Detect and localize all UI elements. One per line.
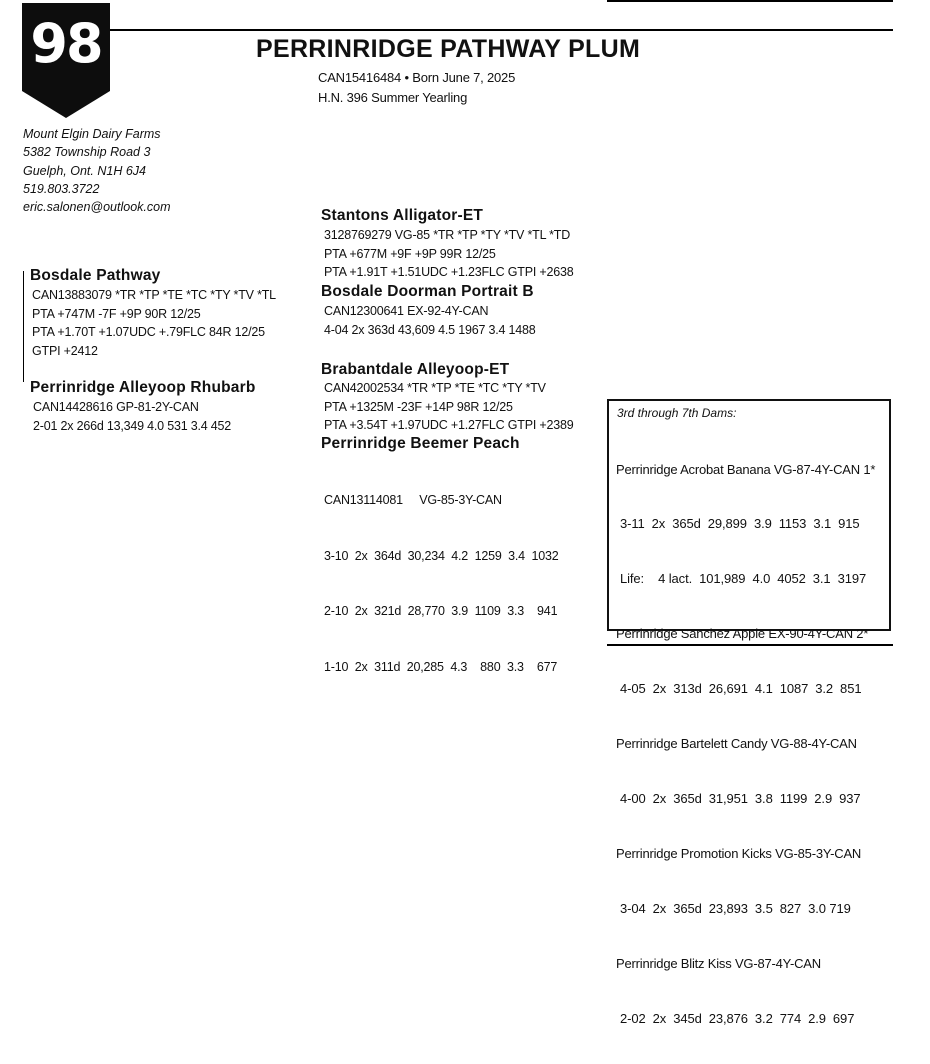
consignor-address: 5382 Township Road 3: [23, 145, 151, 160]
dam-dam-info: [324, 454, 558, 695]
dam-4-record: 4-05 2x 313d 26,691 4.1 1087 3.2 851: [620, 681, 862, 697]
sire-dam-name: Bosdale Doorman Portrait B: [321, 283, 534, 300]
dam-3-name: Perrinridge Acrobat Banana VG-87-4Y-CAN 1*: [616, 461, 876, 477]
dam-registration: CAN14428616 GP-81-2Y-CAN: [33, 400, 199, 414]
header-rule-left: [100, 29, 893, 31]
sire-sire-name: Stantons Alligator-ET: [321, 207, 484, 224]
consignor-name: Mount Elgin Dairy Farms: [23, 127, 161, 141]
consignor-phone: 519.803.3722: [23, 181, 100, 196]
lot-number: 98: [30, 12, 102, 75]
consignor-city: Guelph, Ont. N1H 6J4: [23, 163, 146, 178]
additional-dams-list: [616, 424, 875, 1064]
dam-3-record: 3-11 2x 365d 29,899 3.9 1153 3.1 915: [620, 516, 860, 532]
sire-pta-production: PTA +747M -7F +9P 90R 12/25: [32, 306, 201, 321]
animal-name: PERRINRIDGE PATHWAY PLUM: [256, 35, 641, 63]
dam-dam-registration: CAN13114081 VG-85-3Y-CAN: [324, 493, 502, 507]
dam-7-name: Perrinridge Blitz Kiss VG-87-4Y-CAN: [616, 955, 821, 971]
dam-sire-info: [324, 379, 574, 435]
additional-dams-heading: 3rd through 7th Dams:: [617, 406, 737, 420]
sire-dam-registration: CAN12300641 EX-92-4Y-CAN: [324, 304, 489, 318]
sire-sire-pta-production: PTA +677M +9F +9P 99R 12/25: [324, 246, 496, 261]
sire-gtpi: GTPI +2412: [32, 343, 98, 358]
dam-5-name: Perrinridge Bartelett Candy VG-88-4Y-CAN: [616, 736, 857, 752]
sire-sire-registration: 3128769279 VG-85 *TR *TP *TY *TV *TL *TD: [324, 228, 571, 242]
consignor-email[interactable]: eric.salonen@outlook.com: [23, 200, 171, 215]
dam-6-record: 3-04 2x 365d 23,893 3.5 827 3.0 719: [620, 900, 851, 916]
footer-rule: [607, 644, 893, 646]
pedigree-bracket-line: [23, 271, 24, 382]
dam-dam-record-1: 3-10 2x 364d 30,234 4.2 1259 3.4 1032: [324, 548, 559, 563]
sire-sire-info: [324, 226, 574, 282]
dam-4-name: Perrinridge Sanchez Apple EX-90-4Y-CAN 2*: [616, 626, 869, 642]
dam-dam-name: Perrinridge Beemer Peach: [321, 435, 520, 452]
sire-info: [32, 286, 276, 360]
dam-7-record: 2-02 2x 345d 23,876 3.2 774 2.9 697: [620, 1010, 855, 1026]
registration-line: CAN15416484 • Born June 7, 2025: [318, 70, 516, 85]
sire-registration: CAN13883079 *TR *TP *TE *TC *TY *TV *TL: [32, 288, 276, 302]
sire-dam-info: [324, 302, 536, 339]
dam-3-lifetime: Life: 4 lact. 101,989 4.0 4052 3.1 3197: [620, 571, 867, 587]
consignor-block: [23, 125, 171, 216]
dam-dam-record-2: 2-10 2x 321d 28,770 3.9 1109 3.3 941: [324, 604, 558, 618]
sire-pta-type: PTA +1.70T +1.07UDC +.79FLC 84R 12/25: [32, 325, 265, 339]
dam-sire-pta-production: PTA +1325M -23F +14P 98R 12/25: [324, 399, 513, 414]
dam-record: 2-01 2x 266d 13,349 4.0 531 3.4 452: [33, 418, 232, 433]
herd-number-line: H.N. 396 Summer Yearling: [318, 90, 468, 105]
dam-name: Perrinridge Alleyoop Rhubarb: [30, 379, 256, 396]
dam-info: [33, 398, 231, 435]
dam-sire-pta-type: PTA +3.54T +1.97UDC +1.27FLC GTPI +2389: [324, 418, 574, 432]
dam-5-record: 4-00 2x 365d 31,951 3.8 1199 2.9 937: [620, 790, 861, 806]
sire-sire-pta-type: PTA +1.91T +1.51UDC +1.23FLC GTPI +2638: [324, 265, 574, 279]
dam-sire-registration: CAN42002534 *TR *TP *TE *TC *TY *TV: [324, 381, 546, 395]
additional-dams-box: [607, 399, 891, 1026]
header-rule-right: [607, 0, 893, 2]
sire-name: Bosdale Pathway: [30, 267, 161, 284]
sire-dam-record: 4-04 2x 363d 43,609 4.5 1967 3.4 1488: [324, 322, 536, 337]
dam-6-name: Perrinridge Promotion Kicks VG-85-3Y-CAN: [616, 845, 862, 861]
dam-sire-name: Brabantdale Alleyoop-ET: [321, 361, 510, 378]
dam-dam-record-3: 1-10 2x 311d 20,285 4.3 880 3.3 677: [324, 659, 558, 674]
